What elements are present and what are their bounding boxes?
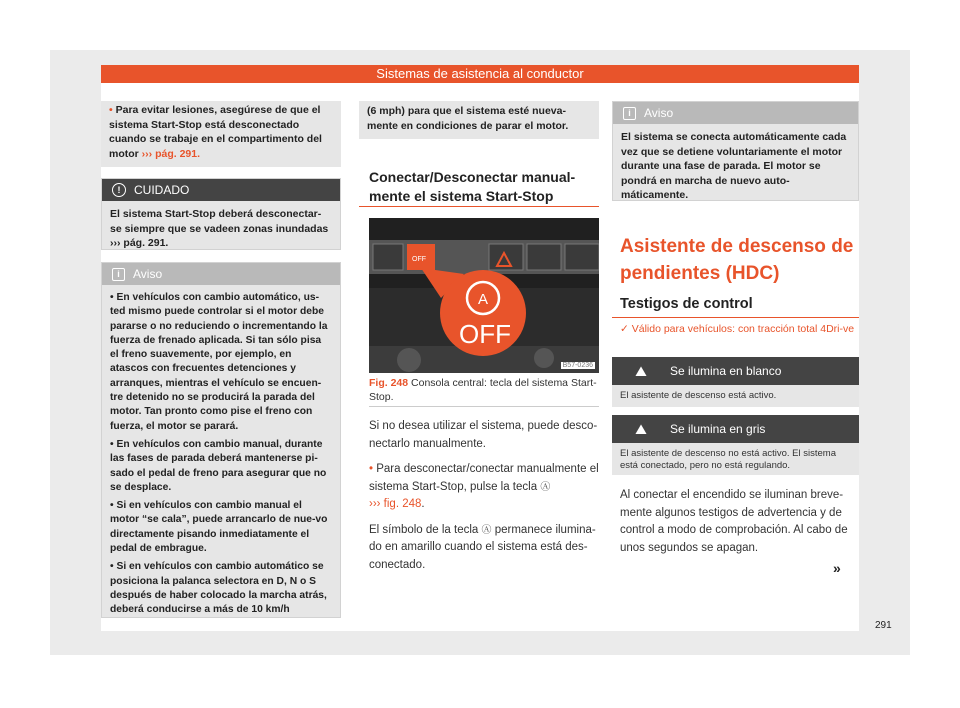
caption-rule (369, 406, 599, 407)
section-title: Conectar/Desconectar manual-mente el sistema Start-Stop (369, 169, 576, 204)
continued-text: (6 mph) para que el sistema esté nueva-mente en condiciones de parar el motor. (367, 105, 569, 132)
hdc-icon: ⛰ (635, 363, 647, 379)
caution-box (101, 178, 341, 250)
lamp-text: El asistente de descenso está activo. (620, 390, 777, 401)
aviso-box (101, 262, 341, 618)
off-big-text: OFF (459, 319, 511, 349)
intro-note (101, 101, 341, 167)
page-reference-link[interactable]: ››› pág. 291. (141, 147, 201, 160)
caution-text: El sistema Start-Stop deberá desconectar-se siempre que se vadeen zonas inundadas (110, 208, 329, 235)
check-icon: ✓ (620, 323, 629, 335)
aviso-title: Aviso (644, 106, 674, 120)
subtitle-rule (612, 317, 859, 318)
bullet: • (369, 463, 374, 475)
paragraph (369, 461, 601, 514)
lamp-grey-body (612, 443, 859, 475)
sub-title: Testigos de control (620, 296, 753, 312)
col3-body (620, 487, 860, 565)
figure-248 (369, 218, 599, 373)
caution-link[interactable]: ››› pág. 291. (110, 237, 169, 250)
paragraph-text: Para desconectar/conectar manualmente el sistema Start-Stop, pulse la tecla (369, 463, 599, 493)
lamp-title: Se ilumina en blanco (670, 364, 782, 378)
section-rule (359, 206, 599, 207)
paragraph-text: permanece ilumina-do en amarillo cuando el sistema está des-conectado. (369, 523, 596, 571)
caution-header (102, 179, 340, 201)
validity-note (620, 322, 859, 337)
paragraph-text: El símbolo de la tecla (369, 523, 479, 536)
lamp-grey-header (612, 415, 859, 443)
main-title: Asistente de descenso de pendientes (HDC) (620, 236, 854, 284)
aviso-title: Aviso (133, 267, 163, 281)
validity-text: Válido para vehículos: con tracción total 4Dri-ve (631, 323, 855, 335)
lamp-white-body (612, 385, 859, 407)
info-icon: i (623, 107, 636, 120)
aviso-box-right (612, 101, 859, 201)
paragraph (369, 522, 601, 575)
lamp-white-header (612, 357, 859, 385)
page-header: Sistemas de asistencia al conductor (101, 65, 859, 83)
intro-text: Para evitar lesiones, asegúrese de que el sistema Start-Stop está desconectado cuando se trabaje en el compartimento del motor (109, 104, 322, 160)
aviso-item: • Si en vehículos con cambio manual el motor “se cala”, puede arrancarlo de nue-vo directamente pisando inmediatamente el pedal de embrague. (110, 500, 328, 555)
hdc-icon: ⛰ (635, 421, 647, 437)
paragraph: Si no desea utilizar el sistema, puede desco-nectarlo manualmente. (369, 420, 598, 450)
aviso-item: • En vehículos con cambio automático, us-ted mismo puede controlar si el motor debe pararse o no reduciendo o incrementando la fuerza de frenado aplicada. Si tan sólo pisa el freno suavemente, por ejemplo, en atascos con frecuentes detenciones y arranques, mientras el vehículo se encuen-tre detenido no se producirá la parada del motor. Tan pronto como pise el freno con fuerza, el motor se parará. (110, 292, 328, 432)
aviso-header (102, 263, 340, 285)
continue-marker: » (833, 560, 841, 576)
figure-caption (369, 376, 599, 404)
off-button-text: OFF (412, 256, 426, 263)
aviso-header (613, 102, 858, 124)
warning-icon: ! (112, 183, 126, 197)
info-icon: i (112, 268, 125, 281)
aviso-item: • En vehículos con cambio manual, durante las fases de parada deberá mantenerse pi-sado el pedal de freno para asegurar que no se desplace. (110, 438, 327, 493)
figure-caption-text: Consola central: tecla del sistema Start-Stop. (369, 377, 597, 403)
aviso-text: El sistema se conecta automáticamente cada vez que se detiene voluntariamente el motor durante una fase de parada. El motor se pondrá en marcha de nuevo auto-máticamente. (621, 131, 847, 202)
continued-note (359, 101, 599, 139)
bullet: • (109, 104, 113, 116)
figure-code: B57-0236 (562, 362, 593, 369)
svg-text:A: A (477, 291, 489, 308)
col2-body (369, 418, 601, 582)
figure-label: Fig. 248 (369, 377, 409, 389)
aviso-item: • Si en vehículos con cambio automático se posiciona la palanca selectora en D, N o S después de haber colocado la marcha atrás, deberá conducirse a más de 10 km/h (110, 561, 327, 616)
lamp-text: El asistente de descenso no está activo. El sistema está conectado, pero no está regulando. (620, 448, 836, 471)
paragraph: Al conectar el encendido se iluminan breve-mente algunos testigos de advertencia y de control a modo de comprobación. Al cabo de unos segundos se apagan. (620, 489, 848, 554)
page-number: 291 (875, 620, 892, 631)
figure-link[interactable]: ››› fig. 248 (369, 498, 422, 510)
start-stop-icon: Ⓐ (540, 481, 551, 493)
lamp-title: Se ilumina en gris (670, 422, 766, 436)
period: . (421, 498, 425, 510)
caution-title: CUIDADO (134, 183, 190, 197)
start-stop-icon: Ⓐ (481, 524, 492, 536)
